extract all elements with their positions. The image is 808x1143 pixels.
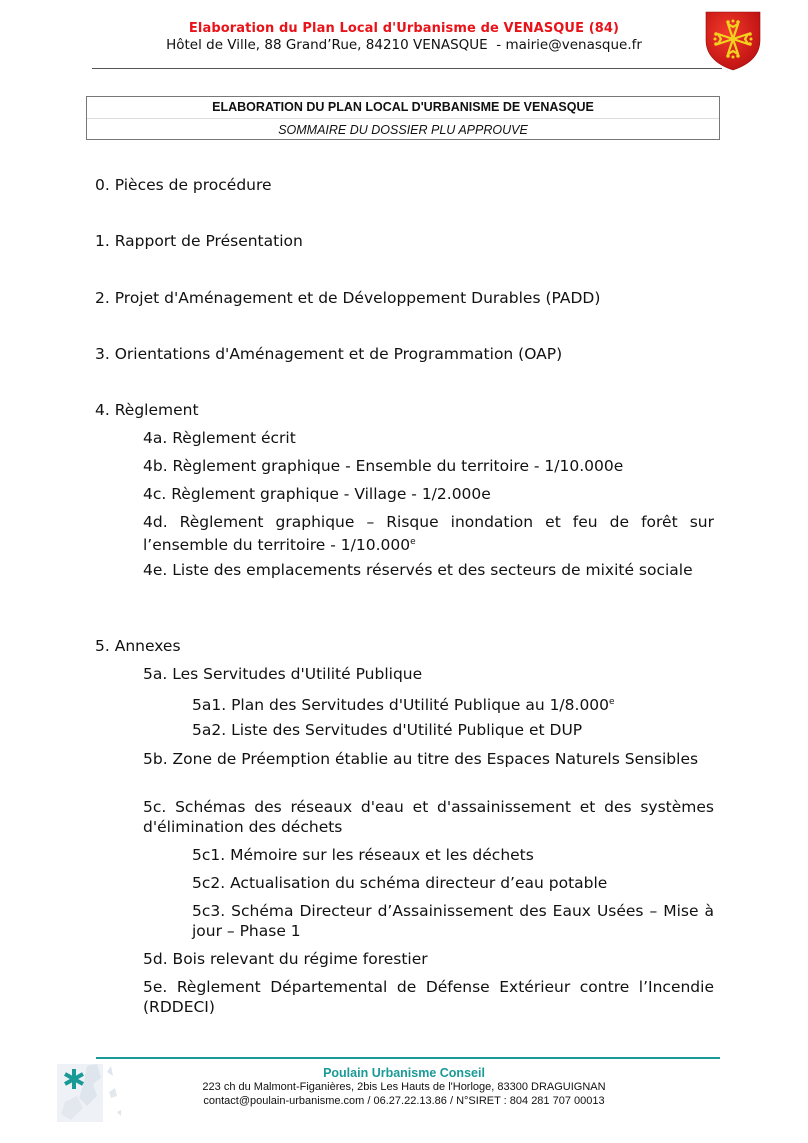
- toc-item-5a1-text: 5a1. Plan des Servitudes d'Utilité Publique au 1/8.000: [192, 696, 610, 714]
- document-title-box: [86, 96, 720, 140]
- title-box-separator: [87, 118, 719, 119]
- footer-company-name: Poulain Urbanisme Conseil: [323, 1066, 485, 1080]
- toc-item-5c3: 5c3. Schéma Directeur d’Assainissement des Eaux Usées – Mise à jour – Phase 1: [192, 902, 714, 940]
- superscript-e: e: [410, 537, 416, 547]
- toc-item-5a1: [192, 692, 714, 715]
- occitan-cross-crest-icon: [704, 10, 762, 72]
- toc-item-5d: 5d. Bois relevant du régime forestier: [143, 950, 428, 968]
- toc-item-4: 4. Règlement: [95, 401, 199, 419]
- document-title: ELABORATION DU PLAN LOCAL D'URBANISME DE VENASQUE: [212, 100, 594, 114]
- toc-item-5a2: 5a2. Liste des Servitudes d'Utilité Publique et DUP: [192, 721, 583, 739]
- toc-item-4b: 4b. Règlement graphique - Ensemble du territoire - 1/10.000e: [143, 457, 624, 475]
- footer-address: 223 ch du Malmont-Figanières, 2bis Les Hauts de l'Horloge, 83300 DRAGUIGNAN: [202, 1081, 606, 1093]
- toc-item-5: 5. Annexes: [95, 637, 181, 655]
- toc-item-5e: 5e. Règlement Départemental de Défense Extérieur contre l’Incendie (RDDECI): [143, 978, 714, 1016]
- toc-item-4d: [143, 512, 714, 555]
- toc-item-5c2: 5c2. Actualisation du schéma directeur d’eau potable: [192, 874, 608, 892]
- toc-item-3: 3. Orientations d'Aménagement et de Programmation (OAP): [95, 345, 563, 363]
- toc-item-5c1: 5c1. Mémoire sur les réseaux et les déchets: [192, 846, 534, 864]
- toc-item-5b: 5b. Zone de Préemption établie au titre des Espaces Naturels Sensibles: [143, 750, 699, 768]
- toc-item-4d-text: 4d. Règlement graphique – Risque inondation et feu de forêt sur l’ensemble du territoire - 1/10.000: [143, 513, 714, 554]
- header-address: Hôtel de Ville, 88 Grand’Rue, 84210 VENASQUE - mairie@venasque.fr: [166, 37, 642, 53]
- toc-item-5c: 5c. Schémas des réseaux d'eau et d'assainissement et des systèmes d'élimination des déchets: [143, 798, 714, 836]
- toc-item-1: 1. Rapport de Présentation: [95, 232, 303, 250]
- toc-item-5a: 5a. Les Servitudes d'Utilité Publique: [143, 665, 423, 683]
- toc-item-4a: 4a. Règlement écrit: [143, 429, 296, 447]
- toc-item-4e: 4e. Liste des emplacements réservés et des secteurs de mixité sociale: [143, 561, 693, 579]
- header-divider: [92, 68, 722, 69]
- footer-divider: [96, 1057, 720, 1059]
- toc-item-4c: 4c. Règlement graphique - Village - 1/2.000e: [143, 485, 491, 503]
- footer-contact: contact@poulain-urbanisme.com / 06.27.22.13.86 / N°SIRET : 804 281 707 00013: [203, 1095, 605, 1107]
- toc-item-0: 0. Pièces de procédure: [95, 176, 272, 194]
- document-subtitle: SOMMAIRE DU DOSSIER PLU APPROUVE: [278, 123, 528, 137]
- superscript-e: e: [609, 697, 615, 707]
- toc-item-2: 2. Projet d'Aménagement et de Développement Durables (PADD): [95, 289, 601, 307]
- header-title: Elaboration du Plan Local d'Urbanisme de VENASQUE (84): [188, 21, 620, 36]
